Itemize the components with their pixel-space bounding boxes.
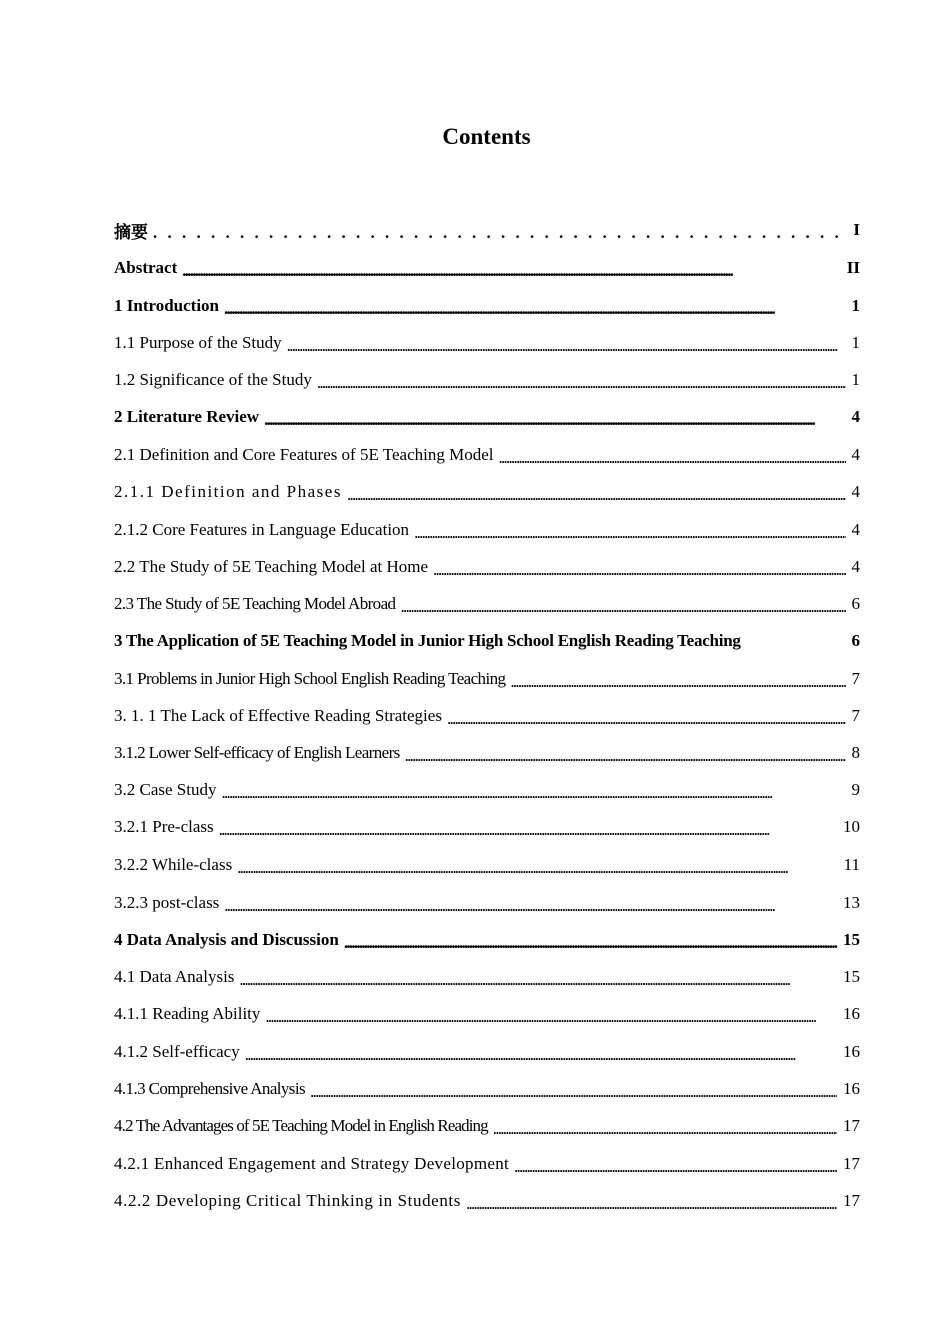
toc-entry-label: 4.2.2 Developing Critical Thinking in Students	[114, 1191, 461, 1210]
toc-page-number: 16	[843, 1004, 860, 1023]
toc-entry-3-1-2[interactable]	[114, 738, 860, 768]
toc-entry-label: 3.2.2 While-class	[114, 855, 233, 874]
toc-page-number: 1	[851, 333, 860, 352]
page-title: Contents	[442, 124, 531, 149]
toc-leader-dots	[433, 561, 845, 578]
toc-entry-label: 3.1 Problems in Junior High School English Reading Teaching	[114, 669, 506, 688]
toc-entry-abstract[interactable]	[114, 253, 860, 283]
toc-page-number: 16	[843, 1042, 860, 1061]
toc-entry-label: 4.1.1 Reading Ability	[114, 1004, 261, 1023]
toc-entry-4-2[interactable]	[114, 1111, 860, 1141]
toc-entry-3-1[interactable]	[114, 664, 860, 694]
toc-leader-dots	[400, 598, 845, 615]
toc-entry-label: 3.2.1 Pre-class	[114, 817, 214, 836]
toc-entry-3-1-1[interactable]	[114, 701, 860, 731]
toc-entry-label: 4.2 The Advantages of 5E Teaching Model in English Reading	[114, 1116, 488, 1135]
toc-entry-1-1[interactable]	[114, 328, 860, 358]
toc-leader-dots	[510, 673, 845, 690]
toc-entry-3-2-1[interactable]	[114, 812, 860, 842]
toc-entry-abstract-chinese[interactable]	[114, 215, 860, 245]
toc-entry-3-2[interactable]	[114, 775, 860, 805]
toc-page-number: 4	[851, 557, 860, 576]
toc-entry-4-1-3[interactable]	[114, 1074, 860, 1104]
toc-page-number: 4	[851, 445, 860, 464]
toc-entry-label: 3.2.3 post-class	[114, 893, 220, 912]
toc-entry-label: 4 Data Analysis and Discussion	[114, 930, 339, 949]
toc-entry-chapter-1[interactable]	[114, 291, 860, 321]
toc-leader-dots	[221, 784, 845, 801]
toc-leader-dots	[499, 449, 846, 466]
toc-entry-label: 4.1.2 Self-efficacy	[114, 1042, 240, 1061]
toc-entry-label: 3.1.2 Lower Self-efficacy of English Learners	[114, 743, 400, 762]
toc-entry-4-1[interactable]	[114, 962, 860, 992]
toc-entry-4-2-1[interactable]	[114, 1149, 860, 1179]
toc-entry-chapter-2[interactable]	[114, 402, 860, 432]
toc-entry-label: 4.1.3 Comprehensive Analysis	[114, 1079, 305, 1098]
toc-entry-label: 摘要	[114, 222, 148, 242]
toc-entry-label: 1.1 Purpose of the Study	[114, 333, 282, 352]
toc-leader-dots	[237, 859, 837, 876]
toc-entry-chapter-3[interactable]	[114, 626, 860, 656]
toc-page-number: II	[846, 258, 860, 277]
toc-entry-label: 2 Literature Review	[114, 407, 260, 426]
toc-entry-label: 1.2 Significance of the Study	[114, 370, 312, 389]
toc-page-number: 9	[851, 780, 860, 799]
toc-entry-label: 4.1 Data Analysis	[114, 967, 235, 986]
toc-leader-dots	[239, 971, 837, 988]
toc-leader-dots	[405, 747, 846, 764]
toc-leader-dots	[310, 1083, 837, 1100]
toc-page-number: 8	[851, 743, 860, 762]
toc-page-number: 7	[851, 669, 860, 688]
toc-leader-dots	[466, 1195, 837, 1212]
toc-entry-label: 2.1.1 Definition and Phases	[114, 482, 342, 501]
toc-entry-4-1-2[interactable]	[114, 1037, 860, 1067]
toc-entry-3-2-2[interactable]	[114, 850, 860, 880]
toc-entry-label: 3. 1. 1 The Lack of Effective Reading Strategies	[114, 706, 442, 725]
toc-entry-4-2-2[interactable]	[114, 1186, 860, 1216]
toc-leader-dots	[493, 1120, 837, 1137]
toc-entry-label: 2.1.2 Core Features in Language Education	[114, 520, 410, 539]
toc-page-number: 4	[851, 407, 860, 426]
toc-entry-label: 2.1 Definition and Core Features of 5E Teaching Model	[114, 445, 494, 464]
toc-leader-dots	[245, 1046, 837, 1063]
toc-page-number: 15	[843, 967, 860, 986]
toc-page-number: 15	[843, 930, 860, 949]
toc-entry-chapter-4[interactable]	[114, 925, 860, 955]
toc-page-number: 16	[843, 1079, 860, 1098]
toc-entry-label: 2.3 The Study of 5E Teaching Model Abroad	[114, 594, 396, 613]
toc-leader-dots	[224, 897, 837, 914]
toc-leader-dots	[447, 710, 846, 727]
toc-entry-2-3[interactable]	[114, 589, 860, 619]
toc-page-number: 4	[851, 520, 860, 539]
toc-page-number: 10	[843, 817, 860, 836]
toc-entry-label: 3 The Application of 5E Teaching Model in Junior High School English Reading Teaching	[114, 631, 741, 650]
toc-leader-dots	[344, 934, 837, 951]
toc-entry-2-1-2[interactable]	[114, 515, 860, 545]
toc-page-number: 6	[851, 594, 860, 613]
toc-page-number: 11	[843, 855, 860, 874]
toc-entry-label: Abstract	[114, 258, 178, 277]
toc-leader-dots	[153, 224, 847, 241]
toc-leader-dots	[347, 486, 846, 503]
toc-page-number: 1	[851, 370, 860, 389]
toc-leader-dots	[514, 1158, 837, 1175]
toc-leader-dots	[182, 262, 841, 279]
toc-page-number: 7	[851, 706, 860, 725]
toc-entry-label: 1 Introduction	[114, 296, 220, 315]
toc-entry-label: 3.2 Case Study	[114, 780, 217, 799]
toc-entry-4-1-1[interactable]	[114, 999, 860, 1029]
toc-entry-label: 4.2.1 Enhanced Engagement and Strategy Development	[114, 1154, 510, 1173]
toc-entry-2-2[interactable]	[114, 552, 860, 582]
toc-leader-dots	[224, 300, 845, 317]
toc-page-number: 6	[851, 631, 860, 650]
toc-leader-dots	[219, 821, 837, 838]
toc-page-number: 17	[843, 1116, 860, 1135]
toc-entry-2-1[interactable]	[114, 440, 860, 470]
toc-leader-dots	[265, 1008, 837, 1025]
toc-leader-dots	[317, 374, 846, 391]
toc-page-number: 4	[851, 482, 860, 501]
toc-leader-dots	[287, 337, 846, 354]
toc-entry-2-1-1[interactable]	[114, 477, 860, 507]
toc-page-number: I	[853, 220, 860, 239]
toc-entry-3-2-3[interactable]	[114, 888, 860, 918]
toc-page-number: 17	[843, 1191, 860, 1210]
toc-page-number: 17	[843, 1154, 860, 1173]
toc-leader-dots	[264, 411, 845, 428]
toc-page-number: 13	[843, 893, 860, 912]
toc-leader-dots	[414, 524, 845, 541]
toc-page-number: 1	[851, 296, 860, 315]
toc-entry-label: 2.2 The Study of 5E Teaching Model at Home	[114, 557, 429, 576]
toc-entry-1-2[interactable]	[114, 365, 860, 395]
